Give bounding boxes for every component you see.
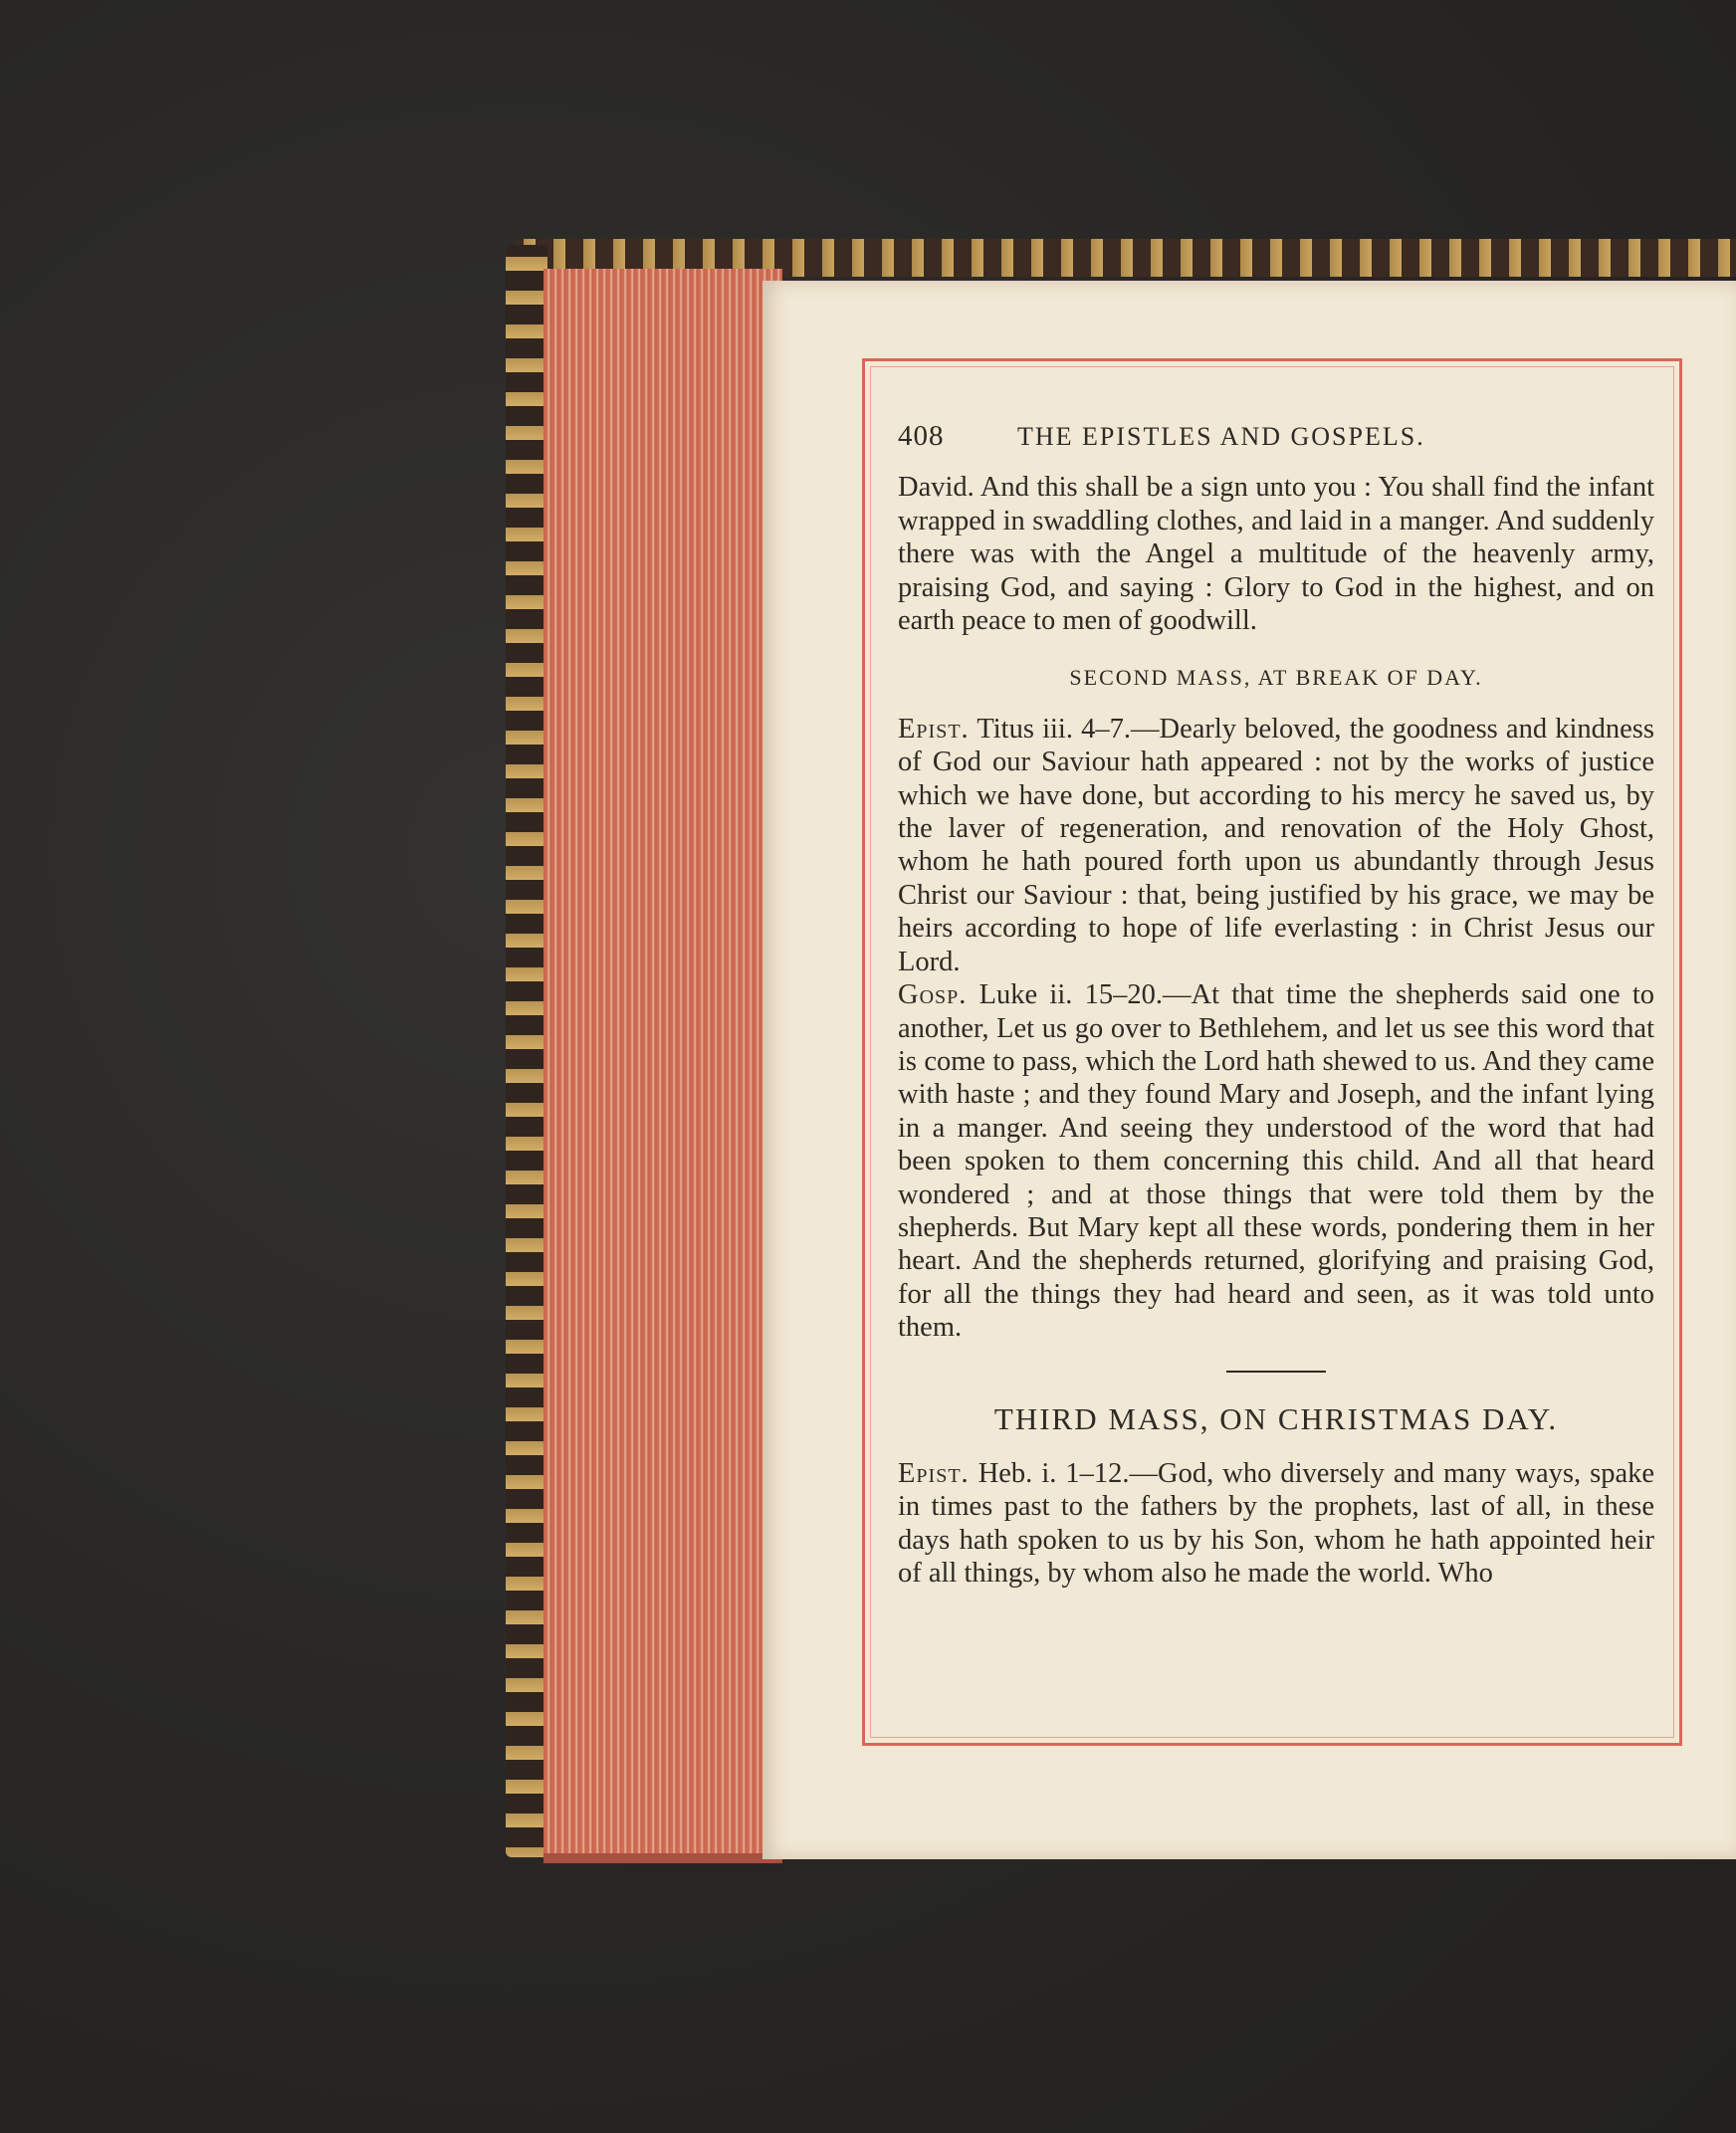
epistle-label: Epist. xyxy=(898,713,970,745)
epistle-text: Titus iii. 4–7.—Dearly beloved, the goodness and kindness of God our Saviour hath appeared : not by the works of justice which we have done, but according to his mercy he saved us, by the laver of regeneration, and renovation of the Holy Ghost, whom he hath poured forth upon us abundantly through Jesus Christ our Saviour : that, being justified by his grace, we may be heirs according to hope of life everlasting : in Christ Jesus our Lord. xyxy=(898,713,1654,977)
red-page-edges xyxy=(543,269,782,1863)
epistle-label: Epist. xyxy=(898,1457,970,1489)
gospel-label: Gosp. xyxy=(898,979,968,1011)
second-mass-heading: SECOND MASS, AT BREAK OF DAY. xyxy=(1069,665,1483,691)
paragraph-david: David. And this shall be a sign unto you : You shall find the infant wrapped in swaddling clothes, and laid in a manger. And suddenly there was with the Angel a multitude of the heavenly army, praising God, and saying : Glory to God in the highest, and on earth peace to men of goodwill. xyxy=(898,472,1654,637)
third-mass-epistle xyxy=(898,1457,1654,1591)
gospel-text: Luke ii. 15–20.—At that time the shepherds said one to another, Let us go over to Bethlehem, and let us see this word that is come to pass, which the Lord hath shewed to us. And they came with haste ; and they found Mary and Joseph, and the infant lying in a manger. And seeing they understood of the word that had been spoken to them concerning this child. And all that heard wondered ; and at those things that were told them by the shepherds. But Mary kept all these words, pondering them in her heart. And the shepherds returned, glorifying and praising God, for all the things they had heard and seen, as it was told unto them. xyxy=(898,979,1654,1344)
epistle-text: Heb. i. 1–12.—God, who diversely and many ways, spake in times past to the fathers by the prophets, last of all, in these days hath spoken to us by his Son, whom he hath appointed heir of all things, by whom also he made the world. Who xyxy=(898,1457,1654,1590)
section-divider xyxy=(1226,1371,1326,1373)
book-page xyxy=(762,281,1736,1859)
page-number: 408 xyxy=(898,420,945,452)
gilt-cover-spine-edge xyxy=(506,245,547,1857)
third-mass-heading: THIRD MASS, ON CHRISTMAS DAY. xyxy=(993,1400,1559,1436)
second-mass-epistle xyxy=(898,713,1654,978)
page-text xyxy=(898,420,1654,1591)
second-mass-gospel xyxy=(898,978,1654,1344)
running-head xyxy=(898,420,1654,453)
open-book xyxy=(506,239,1736,1871)
running-title: THE EPISTLES AND GOSPELS. xyxy=(1017,422,1425,451)
